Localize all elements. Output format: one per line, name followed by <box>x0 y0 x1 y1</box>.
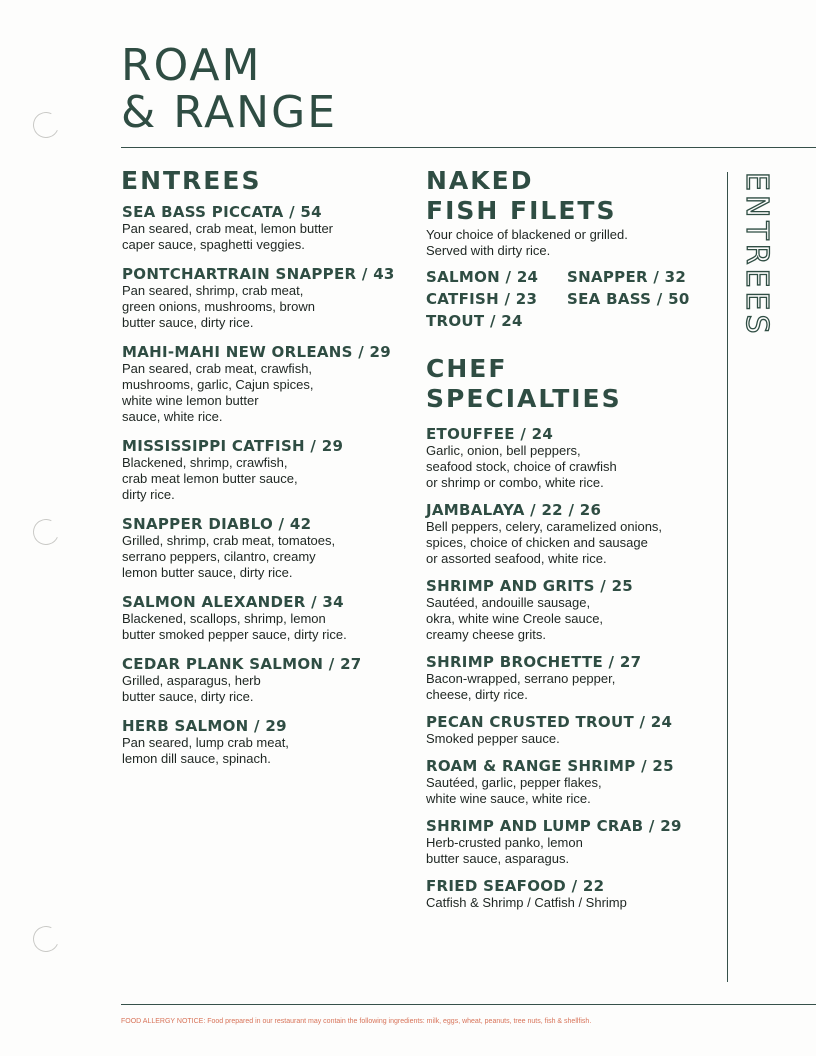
item-description: Sautéed, garlic, pepper flakes, white wine sauce, white rice. <box>426 775 602 806</box>
binder-hole-top <box>29 108 62 141</box>
fish-option: SALMON / 24 <box>426 268 539 286</box>
footer-divider <box>121 1004 816 1005</box>
item-description: Smoked pepper sauce. <box>426 731 560 746</box>
menu-item <box>426 757 721 807</box>
entrees-list <box>122 203 412 767</box>
item-description: Bell peppers, celery, caramelized onions, spices, choice of chicken and sausage or assorted seafood, white rice. <box>426 519 663 566</box>
allergy-notice: FOOD ALLERGY NOTICE: Food prepared in our restaurant may contain the following ingredients: milk, eggs, wheat, peanuts, tree nuts, fish & shellfish. <box>121 1018 592 1025</box>
menu-item <box>426 817 721 867</box>
item-description: Pan seared, lump crab meat, lemon dill sauce, spinach. <box>122 735 289 766</box>
header-divider <box>121 147 816 148</box>
fish-options <box>426 268 690 330</box>
menu-item <box>122 343 412 425</box>
item-name: ETOUFFEE / 24 <box>426 425 554 443</box>
fish-option: SNAPPER / 32 <box>567 268 687 286</box>
chef-specialties-list <box>426 425 721 911</box>
item-name: MAHI-MAHI NEW ORLEANS / 29 <box>122 343 392 361</box>
item-description: Catfish & Shrimp / Catfish / Shrimp <box>426 895 627 910</box>
entrees-heading: ENTREES <box>121 166 262 195</box>
item-name: SEA BASS PICCATA / 54 <box>122 203 322 221</box>
item-name: JAMBALAYA / 22 / 26 <box>426 501 602 519</box>
logo-line-1: ROAM <box>121 40 262 91</box>
item-name: ROAM & RANGE SHRIMP / 25 <box>426 757 674 775</box>
binder-hole-bottom <box>29 922 62 955</box>
item-description: Grilled, shrimp, crab meat, tomatoes, serrano peppers, cilantro, creamy lemon butter sauce, dirty rice. <box>122 533 336 580</box>
item-name: MISSISSIPPI CATFISH / 29 <box>122 437 344 455</box>
item-name: SHRIMP AND GRITS / 25 <box>426 577 634 595</box>
restaurant-logo <box>121 40 337 138</box>
item-description: Bacon-wrapped, serrano pepper, cheese, dirty rice. <box>426 671 616 702</box>
menu-item <box>426 501 721 567</box>
logo-line-2: & RANGE <box>121 87 337 138</box>
item-description: Pan seared, shrimp, crab meat, green onions, mushrooms, brown butter sauce, dirty rice. <box>122 283 315 330</box>
item-name: PECAN CRUSTED TROUT / 24 <box>426 713 673 731</box>
item-description: Pan seared, crab meat, crawfish, mushrooms, garlic, Cajun spices, white wine lemon butter sauce, white rice. <box>122 361 314 424</box>
item-description: Sautéed, andouille sausage, okra, white wine Creole sauce, creamy cheese grits. <box>426 595 604 642</box>
item-name: FRIED SEAFOOD / 22 <box>426 877 605 895</box>
menu-item <box>426 653 721 703</box>
fish-option: TROUT / 24 <box>426 312 523 330</box>
item-description: Pan seared, crab meat, lemon butter caper sauce, spaghetti veggies. <box>122 221 334 252</box>
chef-specialties-heading-line2: SPECIALTIES <box>426 384 622 413</box>
side-divider <box>727 172 728 982</box>
chef-specialties-heading-line1: CHEF <box>426 354 508 383</box>
menu-item <box>122 655 412 705</box>
item-name: SALMON ALEXANDER / 34 <box>122 593 344 611</box>
fish-option: CATFISH / 23 <box>426 290 538 308</box>
fish-option: SEA BASS / 50 <box>567 290 690 308</box>
item-name: SHRIMP AND LUMP CRAB / 29 <box>426 817 682 835</box>
naked-fish-heading-line2: FISH FILETS <box>426 196 617 225</box>
naked-fish-heading-line1: NAKED <box>426 166 534 195</box>
item-description: Grilled, asparagus, herb butter sauce, dirty rice. <box>122 673 261 704</box>
item-description: Blackened, scallops, shrimp, lemon butter smoked pepper sauce, dirty rice. <box>122 611 347 642</box>
menu-item <box>122 203 412 253</box>
side-section-label: ENTREES <box>739 172 774 338</box>
menu-item <box>426 713 721 747</box>
menu-item <box>122 265 412 331</box>
item-description: Blackened, shrimp, crawfish, crab meat lemon butter sauce, dirty rice. <box>122 455 298 502</box>
item-name: SHRIMP BROCHETTE / 27 <box>426 653 642 671</box>
item-description: Garlic, onion, bell peppers, seafood stock, choice of crawfish or shrimp or combo, white rice. <box>426 443 617 490</box>
chef-specialties-heading <box>426 354 622 414</box>
menu-item <box>426 877 721 911</box>
menu-item <box>122 717 412 767</box>
binder-hole-middle <box>29 515 62 548</box>
item-name: SNAPPER DIABLO / 42 <box>122 515 312 533</box>
menu-item <box>122 593 412 643</box>
item-name: CEDAR PLANK SALMON / 27 <box>122 655 362 673</box>
item-description: Herb-crusted panko, lemon butter sauce, asparagus. <box>426 835 583 866</box>
naked-fish-intro: Your choice of blackened or grilled. Served with dirty rice. <box>426 227 628 258</box>
menu-item <box>426 577 721 643</box>
menu-item <box>426 425 721 491</box>
item-name: PONTCHARTRAIN SNAPPER / 43 <box>122 265 395 283</box>
item-name: HERB SALMON / 29 <box>122 717 287 735</box>
menu-item <box>122 437 412 503</box>
menu-item <box>122 515 412 581</box>
naked-fish-heading <box>426 166 616 226</box>
